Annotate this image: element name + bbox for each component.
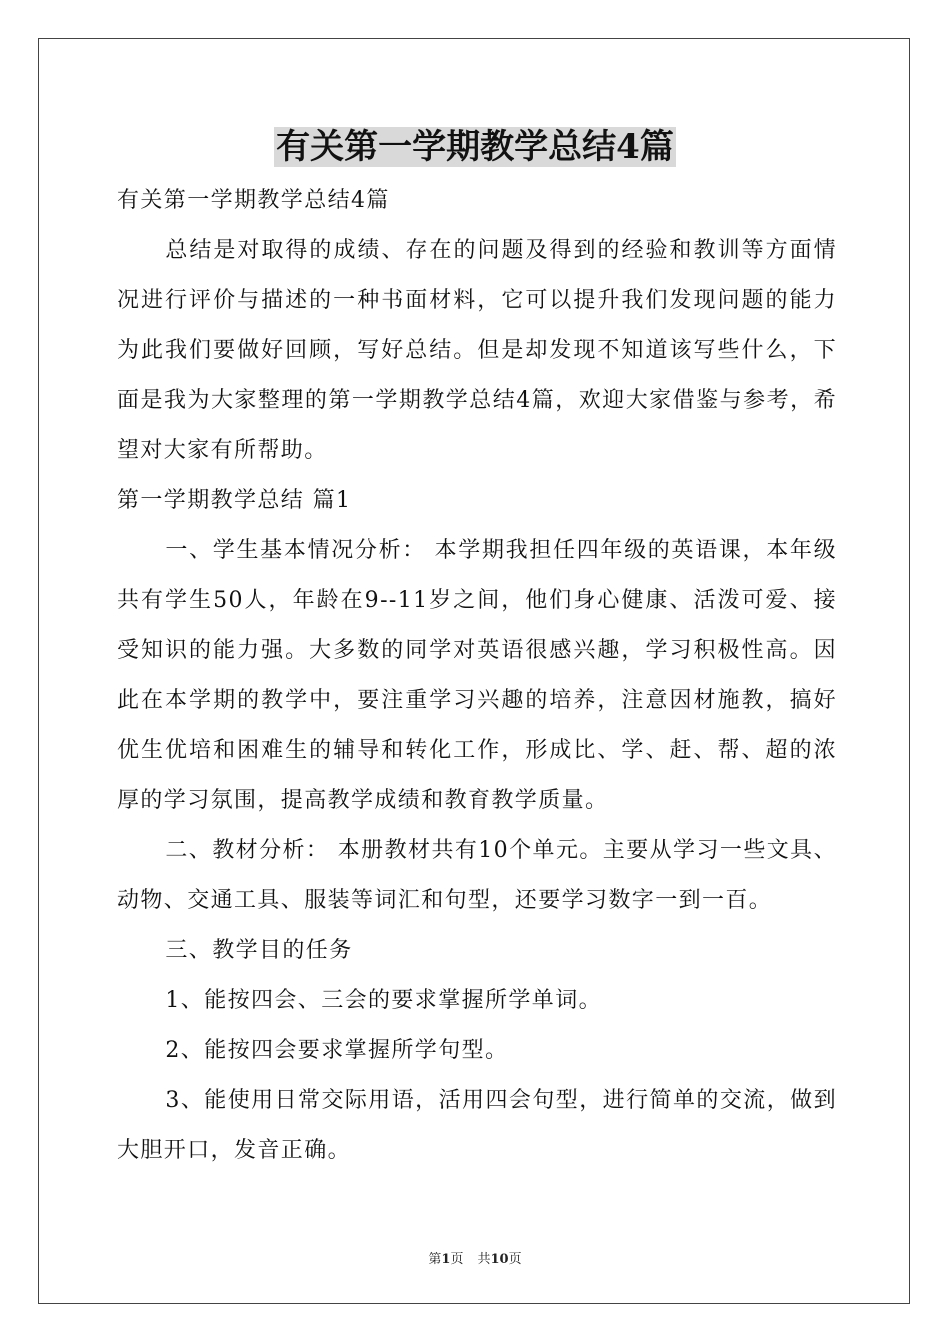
list-item: 2、能按四会要求掌握所学句型。 [165,1038,509,1063]
page-footer [0,1248,950,1267]
section-heading: 第一学期教学总结 篇1 [117,488,352,513]
page-prefix: 第 [428,1252,442,1267]
list-item: 3、能使用日常交际用语，活用四会句型，进行简单的交流，做到大胆开口，发音正确。 [117,1088,837,1163]
body-paragraph: 一、学生基本情况分析： 本学期我担任四年级的英语课，本年级共有学生50人，年龄在9--11岁之间，他们身心健康、活泼可爱、接受知识的能力强。大多数的同学对英语很感兴趣，学习积极性高。因此在本学期的教学中，要注重学习兴趣的培养，注意因材施教，搞好优生优培和困难生的辅导和转化工作，形成比、学、赶、帮、超的浓厚的学习氛围，提高教学成绩和教育教学质量。 [117,538,837,813]
total-prefix: 共 [477,1252,491,1267]
document-title [0,124,950,170]
total-suffix: 页 [508,1252,522,1267]
list-item: 1、能按四会、三会的要求掌握所学单词。 [165,988,602,1013]
body-paragraph: 二、教材分析： 本册教材共有10个单元。主要从学习一些文具、动物、交通工具、服装等词汇和句型，还要学习数字一到一百。 [117,838,837,913]
document-title-text: 有关第一学期教学总结4篇 [276,127,674,167]
intro-paragraph: 总结是对取得的成绩、存在的问题及得到的经验和教训等方面情况进行评价与描述的一种书面材料，它可以提升我们发现问题的能力为此我们要做好回顾，写好总结。但是却发现不知道该写些什么，下面是我为大家整理的第一学期教学总结4篇，欢迎大家借鉴与参考，希望对大家有所帮助。 [117,238,837,463]
page-number: 1 [441,1252,451,1267]
total-pages: 10 [490,1252,509,1267]
body-paragraph: 三、教学目的任务 [165,938,353,963]
subtitle-paragraph: 有关第一学期教学总结4篇 [117,188,390,213]
document-body [117,176,837,1176]
page-suffix: 页 [450,1252,464,1267]
